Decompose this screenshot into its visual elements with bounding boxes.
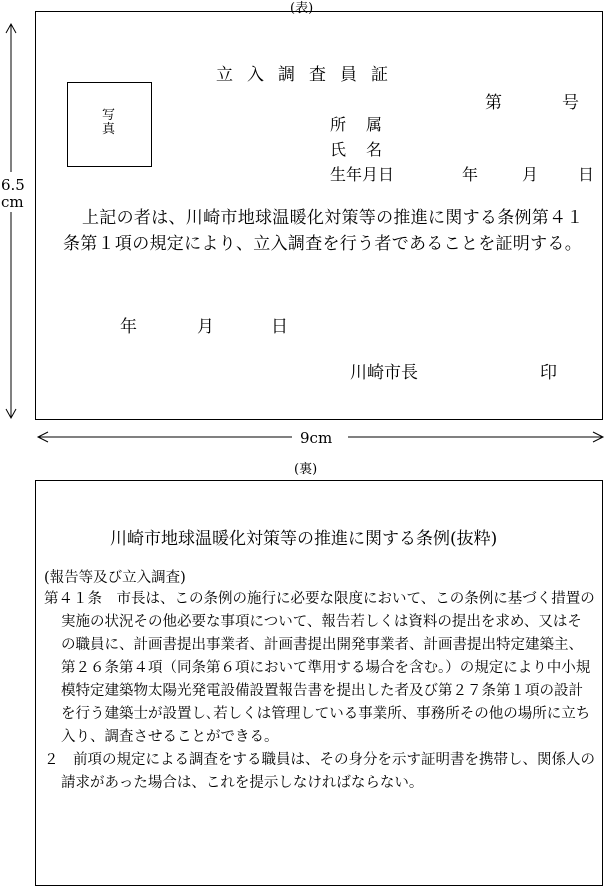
birth-day: 日 <box>578 165 595 184</box>
law-excerpt <box>44 588 596 795</box>
card-title: 立入調査員証 <box>216 65 402 85</box>
section-heading: (報告等及び立入調査) <box>44 570 186 586</box>
back-title: 川崎市地球温暖化対策等の推進に関する条例(抜粋) <box>110 529 498 549</box>
number-label-go: 号 <box>562 93 579 113</box>
birth-year: 年 <box>462 165 479 184</box>
birth-month: 月 <box>522 165 539 184</box>
height-unit: cm <box>1 193 24 211</box>
seal-mark: 印 <box>540 363 557 383</box>
back-side-label: (裏) <box>294 462 318 477</box>
article-41-paragraph-2: ２ 前項の規定による調査をする職員は、その身分を示す証明書を携帯し、関係人の請求があった場合は、これを提示しなければならない。 <box>44 752 595 791</box>
issuer: 川崎市長 <box>350 363 418 383</box>
name-label: 氏 名 <box>330 140 385 159</box>
date-year: 年 <box>120 317 137 337</box>
width-label: 9cm <box>300 429 333 447</box>
birth-label: 生年月日 <box>330 165 395 184</box>
affiliation-label: 所 属 <box>330 115 385 134</box>
height-value: 6.5 <box>1 176 25 194</box>
photo-label: 写 真 <box>102 108 116 137</box>
front-side-label: (表) <box>290 1 314 16</box>
certification-text: 上記の者は、川崎市地球温暖化対策等の推進に関する条例第４１条第１項の規定により、立入調査を行う者であることを証明する。 <box>63 208 584 254</box>
date-month: 月 <box>197 317 214 337</box>
article-41: 第４１条 市長は、この条例の施行に必要な限度において、この条例に基づく措置の実施の状況その他必要な事項について、報告若しくは資料の提出を求め、又はその職員に、計画書提出事業者、計画書提出開発事業者、計画書提出特定建築主、第２６条第４項（同条第６項において準用する場合を含む。）の規定により中小規模特定建築物太陽光発電設備設置報告書を提出した者及び第２７条第１項の設計を行う建築士が設置し､若しくは管理している事業所、事務所その他の場所に立ち入り、調査させることができる。 <box>44 591 595 745</box>
date-day: 日 <box>271 317 288 337</box>
number-label-dai: 第 <box>485 93 502 113</box>
